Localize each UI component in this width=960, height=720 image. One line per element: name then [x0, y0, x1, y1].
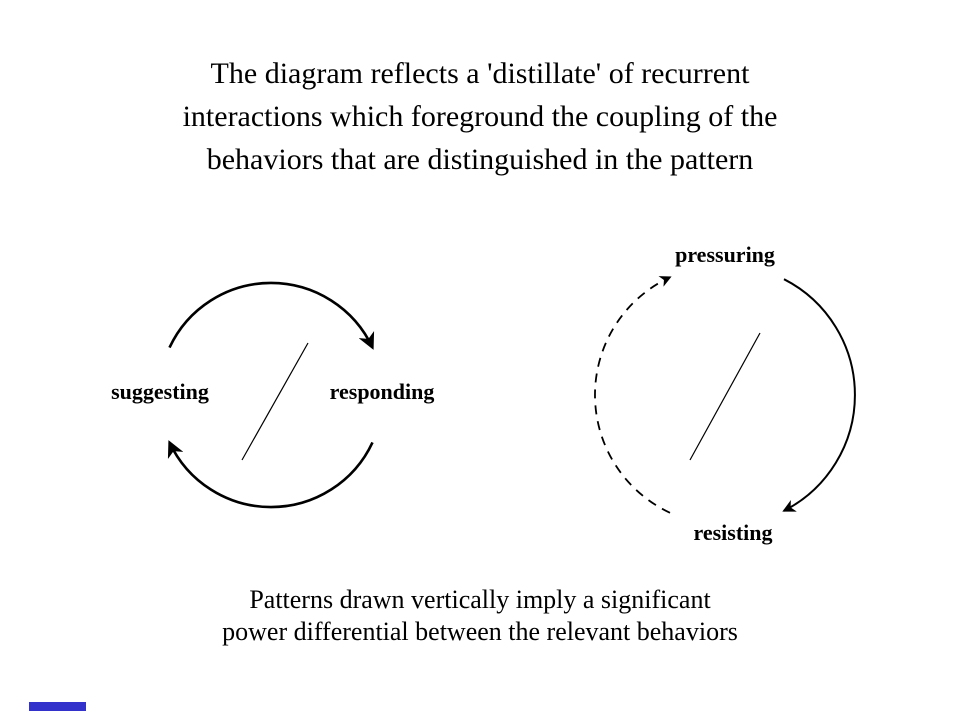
- vertical-coupling-diagram: [565, 235, 885, 555]
- title-line-2: interactions which foreground the coupling of the: [182, 100, 778, 133]
- footer-note: [0, 584, 960, 648]
- title-line-3: behaviors that are distinguished in the pattern: [206, 143, 754, 176]
- label-resisting: resisting: [693, 520, 773, 545]
- title-line-1: The diagram reflects a 'distillate' of recurrent: [210, 57, 750, 90]
- divider-line: [690, 333, 760, 460]
- bottom-arc-arrow: [170, 442, 373, 507]
- right-solid-arc-arrow: [784, 279, 855, 511]
- accent-bar: [29, 702, 86, 711]
- label-pressuring: pressuring: [675, 242, 775, 267]
- left-dashed-arc-arrow: [595, 277, 670, 513]
- top-arc-arrow: [170, 283, 373, 348]
- footer-line-1: Patterns drawn vertically imply a significant: [249, 585, 711, 614]
- divider-line: [242, 343, 308, 460]
- label-responding: responding: [329, 379, 435, 404]
- footer-line-2: power differential between the relevant behaviors: [222, 617, 738, 646]
- label-suggesting: suggesting: [111, 379, 209, 404]
- slide-title: [0, 52, 960, 181]
